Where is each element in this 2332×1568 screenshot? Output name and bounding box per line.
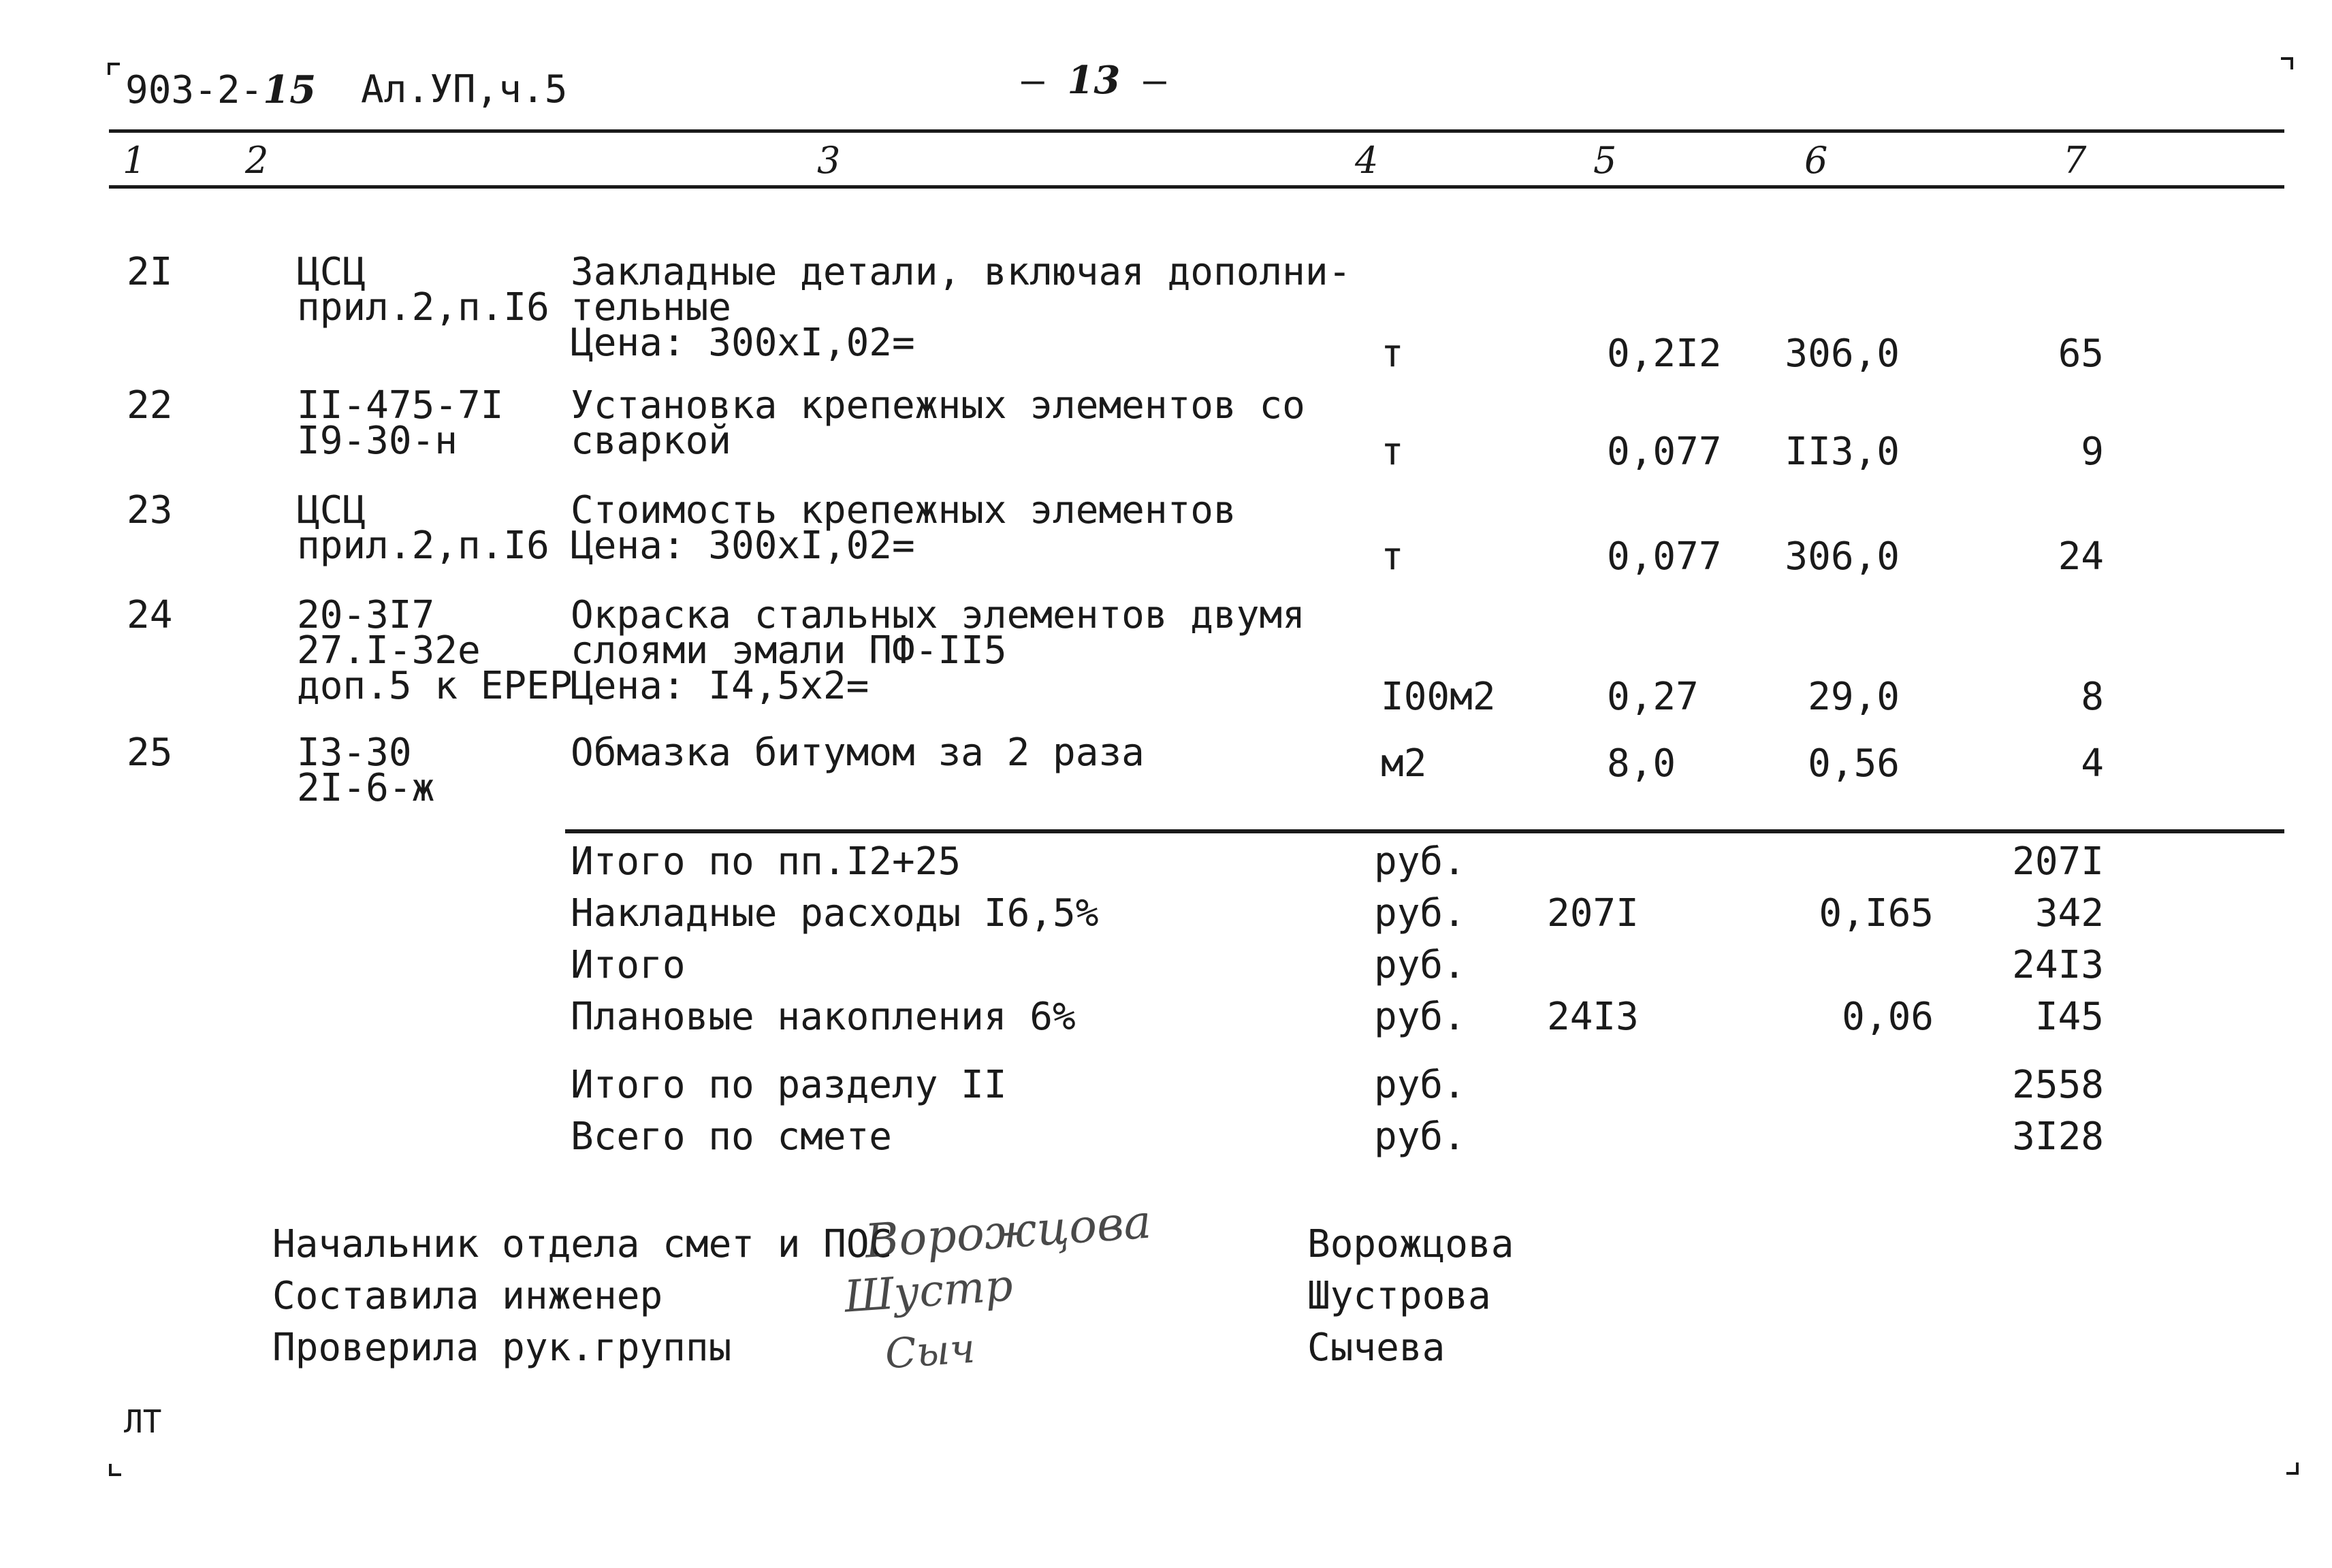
row-description-line: тельные [571,285,732,330]
row-unit: т [1381,534,1404,579]
page-number: — 13 — [1021,58,1166,103]
row-code-line: II-475-7I [297,383,504,428]
handwritten-signature: Ворожцова [863,1195,1153,1269]
row-code-line: ЦСЦ [297,250,366,294]
signature-name: Шустрова [1307,1274,1491,1318]
row-code-line: ЦСЦ [297,488,366,532]
signature-name: Сычева [1307,1326,1445,1370]
row-description-line: Обмазка битумом за 2 раза [571,731,1145,775]
row-quantity: 0,27 [1607,675,1699,719]
row-total: 9 [2081,430,2104,474]
summary-label: Итого по пп.I2+25 [571,839,961,884]
row-description-line: Цена: 300хI,02= [571,524,915,568]
corner-mark-bottom-right [2286,1462,2299,1475]
row-unit-price: 0,56 [1808,741,1900,786]
row-unit: м2 [1381,741,1427,786]
row-code-line: I3-30 [297,731,412,775]
row-code-line: 27.I-32е [297,628,481,673]
row-number: 24 [127,593,173,637]
row-quantity: 0,077 [1607,430,1722,474]
row-quantity: 8,0 [1607,741,1676,786]
column-header-1: 1 [123,139,146,182]
handwritten-signature: Шустр [842,1260,1015,1323]
document-code [125,67,317,112]
summary-unit: руб. [1374,839,1466,884]
document-code-prefix: 903-2- [125,68,263,112]
corner-mark-top-left [108,63,120,75]
summary-total: 3I28 [2012,1115,2104,1159]
column-header-2: 2 [245,139,269,182]
row-unit-price: 306,0 [1785,332,1900,376]
summary-base: 24I3 [1547,995,1639,1039]
row-unit: I00м2 [1381,675,1496,719]
summary-label: Плановые накопления 6% [571,995,1076,1039]
row-description-line: Стоимость крепежных элементов [571,488,1236,532]
summary-base: 207I [1547,891,1639,935]
row-total: 4 [2081,741,2104,786]
footer-mark: ЛТ [124,1403,162,1440]
summary-unit: руб. [1374,1115,1466,1159]
row-quantity: 0,2I2 [1607,332,1722,376]
summary-rate: 0,06 [1842,995,1934,1039]
summary-total: I45 [2034,995,2104,1039]
row-code-line: 2I-6-ж [297,766,435,810]
signature-role: Составила инженер [272,1274,663,1318]
column-header-4: 4 [1355,139,1379,182]
corner-mark-top-right [2281,57,2293,69]
row-unit: т [1381,430,1404,474]
summary-label: Итого по разделу II [571,1063,1007,1107]
row-description-line: Цена: I4,5х2= [571,664,869,708]
summary-rate: 0,I65 [1819,891,1934,935]
header-rule-bottom [109,185,2284,189]
row-code-line: прил.2,п.I6 [297,524,549,568]
column-header-3: 3 [817,139,841,182]
summary-total: 24I3 [2012,943,2104,987]
summary-label: Итого [571,943,686,987]
row-description-line: слоями эмали ПФ-II5 [571,628,1007,673]
row-total: 8 [2081,675,2104,719]
row-description-line: Окраска стальных элементов двумя [571,593,1305,637]
row-number: 23 [127,488,173,532]
signature-name: Ворожцова [1307,1222,1514,1266]
summary-total: 342 [2034,891,2104,935]
summary-unit: руб. [1374,1063,1466,1107]
header-rule-top [109,129,2284,133]
signature-role: Начальник отдела смет и ПОС [272,1222,893,1266]
row-total: 24 [2058,534,2104,579]
summary-unit: руб. [1374,891,1466,935]
summary-unit: руб. [1374,943,1466,987]
row-description-line: Цена: 300хI,02= [571,321,915,365]
row-quantity: 0,077 [1607,534,1722,579]
row-unit-price: 306,0 [1785,534,1900,579]
summary-label: Всего по смете [571,1115,893,1159]
column-header-6: 6 [1804,139,1828,182]
summary-total: 207I [2012,839,2104,884]
row-code-line: 20-3I7 [297,593,435,637]
row-number: 2I [127,250,173,294]
row-description-line: Установка крепежных элементов со [571,383,1305,428]
column-header-5: 5 [1593,139,1617,182]
row-code-line: прил.2,п.I6 [297,285,549,330]
row-description-line: Закладные детали, включая дополни- [571,250,1352,294]
row-unit-price: II3,0 [1785,430,1900,474]
row-code-line: I9-30-н [297,419,458,463]
summary-total: 2558 [2012,1063,2104,1107]
summary-unit: руб. [1374,995,1466,1039]
row-code-line: доп.5 к ЕРЕР [297,664,573,708]
row-unit-price: 29,0 [1808,675,1900,719]
row-description-line: сваркой [571,419,732,463]
row-number: 25 [127,731,173,775]
row-number: 22 [127,383,173,428]
handwritten-signature: Сыч [883,1324,977,1379]
document-code-number: 15 [263,67,317,112]
summary-rule [565,829,2284,833]
row-total: 65 [2058,332,2104,376]
summary-label: Накладные расходы I6,5% [571,891,1099,935]
column-header-7: 7 [2063,139,2087,182]
row-unit: т [1381,332,1404,376]
signature-role: Проверила рук.группы [272,1326,732,1370]
corner-mark-bottom-left [109,1464,121,1476]
album-reference: Ал.УП,ч.5 [361,67,568,112]
